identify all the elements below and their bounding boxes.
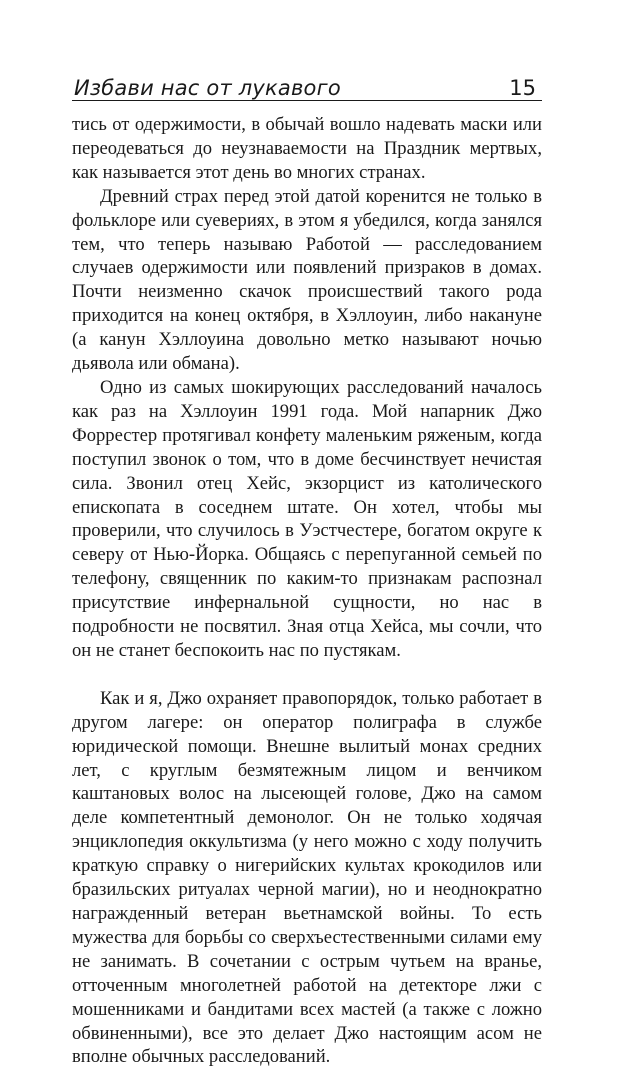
paragraph-1: тись от одержимости, в обычай вошло надевать маски или переодеваться до неузнаваемости на Праздник мертвых, как называется этот день во многих странах. [72, 114, 542, 183]
body-text [72, 113, 542, 1069]
book-page [72, 74, 542, 1069]
paragraph-4: Как и я, Джо охраняет правопорядок, только работает в другом лагере: он оператор полиграфа в службе юридической помощи. Внешне вылитый монах средних лет, с круглым безмятежным лицом и венчиком каштановых волос на лысеющей голове, Джо на самом деле компетентный демонолог. Он не только ходячая энциклопедия оккультизма (у него можно с ходу получить краткую справку о нигерийских культах крокодилов или бразильских ритуалах черной магии), но и неоднократно награжденный ветеран вьетнамской войны. То есть мужества для борьбы со сверхъестественными силами ему не занимать. В сочетании с острым чутьем на вранье, отточенным многолетней работой на детекторе лжи с мошенниками и бандитами всех мастей (а также с ложно обвиненными), все это делает Джо настоящим асом не вполне обычных расследований. [72, 687, 542, 1068]
section-break [72, 663, 542, 687]
running-header [72, 74, 542, 101]
page-number: 15 [509, 76, 536, 100]
paragraph-3: Одно из самых шокирующих расследований началось как раз на Хэллоуин 1991 года. Мой напарник Джо Форрестер протягивал конфету маленьким ряженым, когда поступил звонок о том, что в доме бесчинствует нечистая сила. Звонил отец Хейс, экзорцист из католического епископата в соседнем штате. Он хотел, чтобы мы проверили, что случилось в Уэстчестере, богатом округе к северу от Нью-Йорка. Общаясь с перепуганной семьей по телефону, священник по каким-то признакам распознал присутствие инфернальной сущности, но нас в подробности не посвятил. Зная отца Хейса, мы сочли, что он не станет беспокоить нас по пустякам. [72, 376, 542, 661]
running-title: Избави нас от лукавого [74, 76, 341, 100]
paragraph-2: Древний страх перед этой датой коренится не только в фольклоре или суевериях, в этом я убедился, когда занялся тем, что теперь называю Работой — расследованием случаев одержимости или появлений призраков в домах. Почти неизменно скачок происшествий такого рода приходится на конец октября, в Хэллоуин, либо накануне (а канун Хэллоуина довольно метко называют ночью дьявола или обмана). [72, 185, 542, 375]
